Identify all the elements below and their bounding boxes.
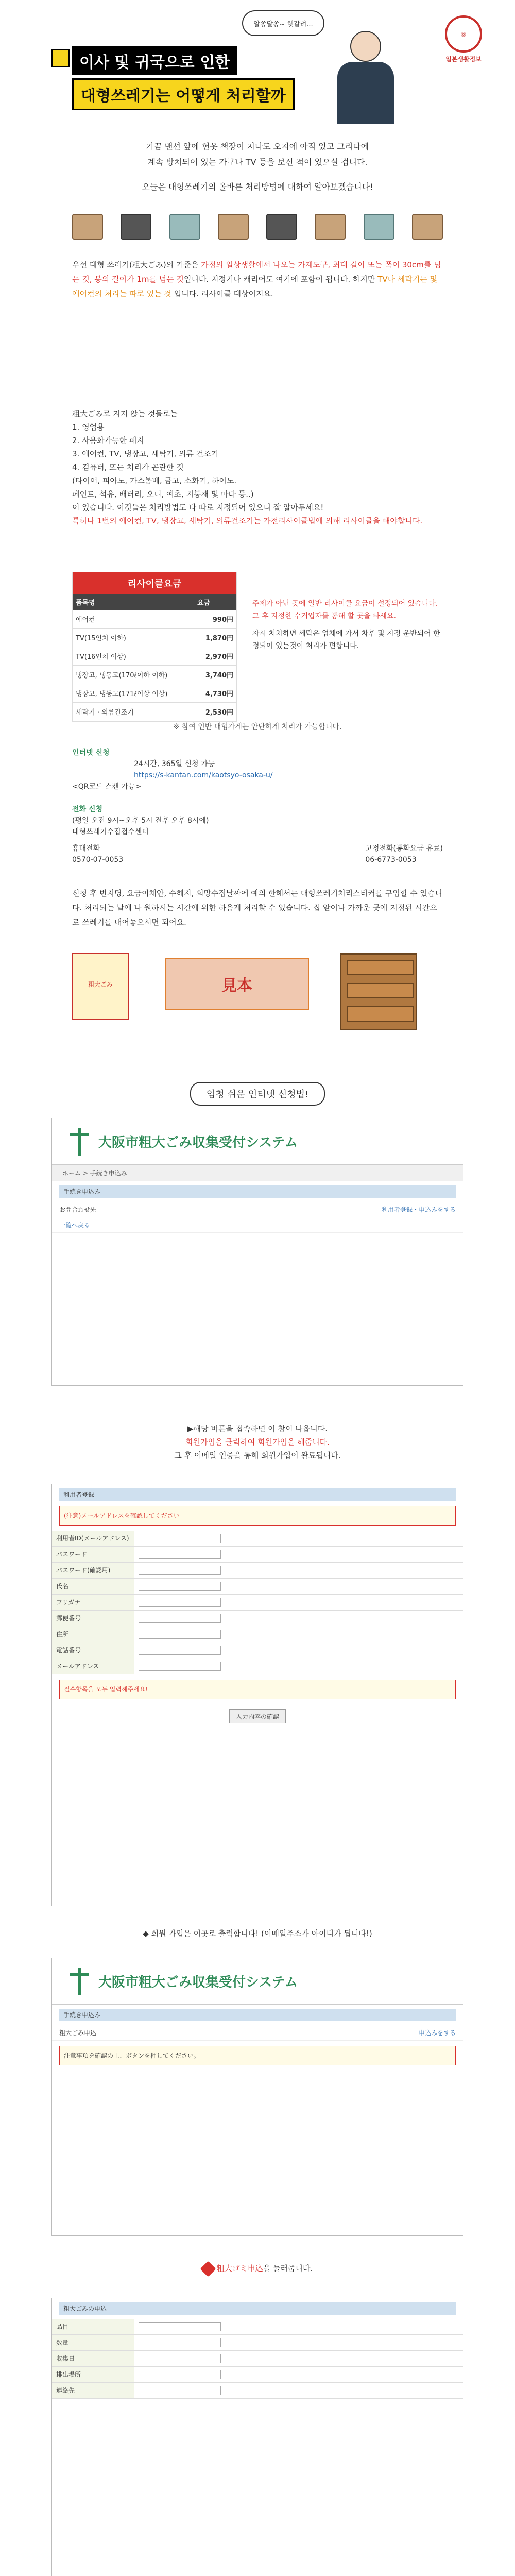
cell-item: TV(16인치 이상): [73, 647, 194, 666]
list-item: 1. 영업용: [72, 422, 105, 432]
confirm-button[interactable]: 入力内容の確認: [229, 1709, 286, 1723]
person-illustration: [330, 31, 402, 124]
screenshot-portal-home: [52, 1118, 464, 1386]
contact-field[interactable]: [139, 2386, 221, 2395]
item-select[interactable]: [139, 2322, 221, 2331]
form-row: [52, 1563, 463, 1579]
table-row: [73, 666, 236, 684]
form-label: 品目: [52, 2319, 134, 2334]
pen-icon: [200, 2261, 216, 2277]
tel-2: 06-6773-0053: [365, 856, 417, 864]
table-row: [73, 703, 236, 721]
para-text: 입니다. 지정기나 캐리어도 여기에 포함이 됩니다. 하지만: [183, 275, 378, 284]
sticker-label-a: 粗大ごみ: [88, 981, 113, 988]
hint-text: 注意事項を確認の上、ボタンを押してください。: [64, 2052, 200, 2059]
price-note: [252, 598, 443, 652]
form-label: 氏名: [52, 1579, 134, 1594]
title-line-2: 대형쓰레기는 어떻게 처리할까: [72, 78, 295, 110]
form-row: [52, 2367, 463, 2383]
cell-price: 4,730円: [194, 684, 236, 703]
back-link[interactable]: 一覧へ戻る: [59, 1222, 91, 1229]
cell-item: TV(15인치 이하): [73, 629, 194, 647]
fridge-icon: [169, 214, 200, 240]
internet-note: <QR코드 스캔 가능>: [72, 783, 142, 791]
required-hint-text: 필수항목을 모두 입력해주세요!: [64, 1686, 148, 1693]
shot-section-bar: 手続き申込み: [59, 1185, 456, 1198]
form-label: 収集日: [52, 2351, 134, 2366]
table-row: [73, 684, 236, 703]
password-field[interactable]: [139, 1550, 221, 1559]
screenshot-register-form: [52, 1484, 464, 1906]
form-row: [52, 1658, 463, 1674]
tv-icon: [121, 214, 151, 240]
form-label: 数量: [52, 2335, 134, 2350]
form-label: 住所: [52, 1626, 134, 1642]
row-label: 粗大ごみ申込: [59, 2029, 97, 2037]
intro-line-2: 계속 방치되어 있는 가구나 TV 등을 보신 적이 있으실 겁니다.: [147, 157, 368, 167]
title-line-1: 이사 및 귀국으로 인한: [72, 46, 237, 75]
header: [0, 0, 515, 134]
list-item: 4. 컴퓨터, 또는 처리가 곤란한 것: [72, 463, 184, 472]
postal-code-field[interactable]: [139, 1614, 221, 1623]
screenshot-item-select: [52, 2298, 464, 2576]
intro-line-3: 오늘은 대형쓰레기의 올바른 처리방법에 대하여 알아보겠습니다!: [142, 182, 373, 192]
form-row: [52, 1642, 463, 1658]
cell-price: 3,740円: [194, 666, 236, 684]
form-label: 連絡先: [52, 2383, 134, 2398]
cell-item: 세탁기 · 의류건조기: [73, 703, 194, 721]
list-item: [52, 1217, 463, 1233]
cell-item: 냉장고, 냉동고(170ℓ이하 이하): [73, 666, 194, 684]
form-label: パスワード(確認用): [52, 1563, 134, 1578]
cell-price: 1,870円: [194, 629, 236, 647]
apply-link[interactable]: 申込みをする: [418, 2029, 456, 2037]
shot-title: 大阪市粗大ごみ収集受付システム: [98, 1975, 298, 1990]
shot-header: [52, 1118, 463, 1165]
para-highlight: 가정의 일상생활에서 나오는 가재도구, 최대 길이 또는 폭이 30cm를 넘는 것, 봉의 길이가 1m를 넘는 것: [72, 260, 441, 284]
list-item: 페인트, 석유, 배터리, 오니, 예초, 지붕재 및 마다 등..): [72, 489, 254, 499]
furniture-icon: [72, 214, 103, 240]
explanation: 신청 후 번지명, 요금이체안, 수해지, 희망수집날짜에 예의 한해서는 대형쓰레기처리스티커를 구입할 수 있습니다. 처리되는 날에 나 원하시는 시간에 위한 하용게 처리할 수 있습니다. 집 앞이나 가까운 곳에 지정된 시간으로 쓰레기를 내어놓으시면 되어요.: [72, 889, 442, 927]
address-field[interactable]: [139, 1630, 221, 1639]
form-label: メールアドレス: [52, 1658, 134, 1674]
furniture-illustration: [72, 211, 443, 242]
table-row: [73, 610, 236, 629]
logo-seal-icon: ◎: [445, 15, 482, 53]
form-row: [52, 1595, 463, 1611]
logo-text: 일본생활정보: [445, 56, 482, 63]
list-paragraph-highlight: 특히나 1번의 에어컨, TV, 냉장고, 세탁기, 의류건조기는 가전리사이클법에 의해 리사이클을 해야합니다.: [72, 516, 423, 526]
form-row: [52, 2335, 463, 2351]
person-body: [337, 62, 394, 124]
phone-label: 전화 신청: [72, 805, 102, 814]
cell-price: 2,970円: [194, 647, 236, 666]
speech-bubble: 알쏭달쏭~ 헷갈려...: [242, 10, 324, 36]
form-row: [52, 1579, 463, 1595]
email-confirm-field[interactable]: [139, 1662, 221, 1671]
form-label: パスワード: [52, 1547, 134, 1562]
price-card: [72, 572, 237, 722]
list-item: [52, 1202, 463, 1217]
washer-icon: [364, 214, 394, 240]
form-row: [52, 2383, 463, 2399]
shot-title: 大阪市粗大ごみ収集受付システム: [98, 1135, 298, 1150]
caption-3: [0, 2262, 515, 2275]
password-confirm-field[interactable]: [139, 1566, 221, 1575]
tel-label-2: 고정전화(통화요금 유료): [365, 844, 443, 853]
col-item: 품목명: [73, 594, 194, 610]
intro-line-1: 가끔 맨션 앞에 헌옷 책장이 지나도 오지에 아직 있고 그리다에: [146, 142, 369, 151]
register-link[interactable]: 利用者登録・申込みをする: [381, 1206, 456, 1213]
price-footnote: ※ 참여 인반 대형가게는 안단하게 처리가 가능합니다.: [173, 723, 342, 731]
cell-price: 2,530円: [194, 703, 236, 721]
para-highlight: TV나 세탁기는 및 에어컨의 처리는 따로 있는 것: [72, 275, 438, 298]
form-label: 電話番号: [52, 1642, 134, 1658]
internet-hours: 24시간, 365일 신청 가능: [134, 760, 215, 768]
desk-icon: [315, 214, 346, 240]
shot-section-bar: 粗大ごみの申込: [59, 2302, 456, 2315]
person-head: [350, 31, 381, 62]
price-table: [73, 594, 236, 721]
form-label: 郵便番号: [52, 1611, 134, 1626]
list-item: 3. 에어컨, TV, 냉장고, 세탁기, 의류 건조기: [72, 449, 219, 459]
required-hint: [59, 1680, 456, 1699]
table-row: [73, 647, 236, 666]
cell-item: 에어컨: [73, 610, 194, 629]
price-note-b: 자시 처치하면 세탁은 업체에 가서 차후 및 지정 운반되어 한정되어 있는것이 처리가 편합니다.: [252, 630, 440, 650]
phone-center: 대형쓰레기수집접수센터: [72, 828, 149, 836]
tel-1: 0570-07-0053: [72, 856, 124, 864]
para-text: 입니다. 리사이클 대상이지요.: [171, 289, 273, 298]
hint-box: [59, 2046, 456, 2065]
bicycle-icon: [266, 214, 297, 240]
row-label: お問合わせ先: [59, 1206, 97, 1213]
caption-1: [0, 1422, 515, 1462]
para-definition: [72, 258, 443, 301]
phone-hours: (평일 오전 9시~오후 5시 전후 오후 8시에): [72, 817, 209, 825]
form-row: [52, 2319, 463, 2335]
table-row: [73, 629, 236, 647]
title-marker-icon: [52, 49, 70, 67]
internet-label: 인터넷 신청: [72, 749, 110, 757]
intro: [72, 139, 443, 170]
drawer: [347, 983, 414, 998]
online-section-title-text: 엄청 쉬운 인터넷 신청법!: [190, 1082, 325, 1106]
form-row: [52, 1547, 463, 1563]
page-title: [72, 46, 340, 110]
form-row: [52, 1626, 463, 1642]
email-field[interactable]: [139, 1534, 221, 1543]
col-price: 요금: [194, 594, 236, 610]
list-item: (타이어, 피아노, 가스봄베, 금고, 소화기, 하이노.: [72, 476, 237, 485]
breadcrumb: ホーム > 手続き申込み: [52, 1165, 463, 1181]
list-paragraph: 이 있습니다. 이것들은 처리방법도 다 따로 지정되어 있으니 잘 알아두세요!: [72, 503, 324, 512]
quantity-field[interactable]: [139, 2338, 221, 2347]
cell-price: 990円: [194, 610, 236, 629]
osaka-logo-icon: [67, 1128, 90, 1156]
form-row: [52, 2351, 463, 2367]
caption-line: ◆ 회원 가입은 이곳로 출력합니다! (이메일주소가 아이디가 됩니다!): [143, 1929, 372, 1938]
online-section-title: [0, 1082, 515, 1106]
sticker-sample-a: [72, 953, 129, 1020]
caption-2: [0, 1927, 515, 1940]
hint-box: [59, 1506, 456, 1526]
chair-icon: [218, 214, 249, 240]
form-label: 利用者ID(メールアドレス): [52, 1531, 134, 1546]
form-label: フリガナ: [52, 1595, 134, 1610]
caption-line: 粗大ゴミ申込: [216, 2264, 263, 2273]
list-heading: 粗大ごみ로 지지 않는 것들로는: [72, 409, 178, 418]
list-item: [52, 2025, 463, 2041]
site-logo[interactable]: [433, 15, 494, 63]
furigana-field[interactable]: [139, 1598, 221, 1607]
screenshot-apply-page: [52, 1958, 464, 2236]
phone-field[interactable]: [139, 1646, 221, 1655]
caption-line: 그 후 이메일 인증을 통해 회원가입이 완료됩니다.: [174, 1451, 341, 1460]
phone-apply: [72, 804, 443, 866]
sticker-sample-b: 見本: [165, 958, 309, 1010]
date-select[interactable]: [139, 2354, 221, 2363]
drawer: [347, 960, 414, 975]
form-row: [52, 1531, 463, 1547]
form-row: [52, 1611, 463, 1626]
cabinet-icon: [340, 953, 417, 1030]
drawer: [347, 1006, 414, 1022]
caption-line: 회원가입을 클릭하여 회원가입을 해줍니다.: [185, 1437, 330, 1447]
name-field[interactable]: [139, 1582, 221, 1591]
hint-text: (注意)メールアドレスを確認してください: [64, 1512, 180, 1519]
sticker-illustration: [72, 953, 443, 1036]
shot-section-bar: 利用者登録: [59, 1488, 456, 1501]
internet-apply: [72, 747, 443, 792]
cell-item: 냉장고, 냉동고(171ℓ이상 이상): [73, 684, 194, 703]
para-text: 우선 대형 쓰레기(粗大ごみ)의 기준은: [72, 260, 201, 269]
caption-line: ▶해당 버튼을 접속하면 이 창이 나옵니다.: [187, 1424, 328, 1433]
place-field[interactable]: [139, 2370, 221, 2379]
price-card-title: 리사이클요금: [73, 572, 236, 594]
shot-header: [52, 1958, 463, 2005]
tel-label-1: 휴대전화: [72, 844, 100, 853]
internet-url-link[interactable]: https://s-kantan.com/kaotsyo-osaka-u/: [134, 771, 273, 779]
osaka-logo-icon: [67, 1968, 90, 1995]
caption-line: 을 눌러줍니다.: [263, 2264, 313, 2273]
exclusion-list: [72, 407, 443, 528]
form-label: 排出場所: [52, 2367, 134, 2382]
shot-section-bar: 手続き申込み: [59, 2009, 456, 2021]
bed-icon: [412, 214, 443, 240]
price-note-a: 주제가 아닌 곳에 일반 리사이클 요금이 설정되어 있습니다. 그 후 지정한 수거업자를 통해 할 곳을 하세요.: [252, 600, 438, 620]
list-item: 2. 사용화가능한 폐지: [72, 436, 144, 445]
